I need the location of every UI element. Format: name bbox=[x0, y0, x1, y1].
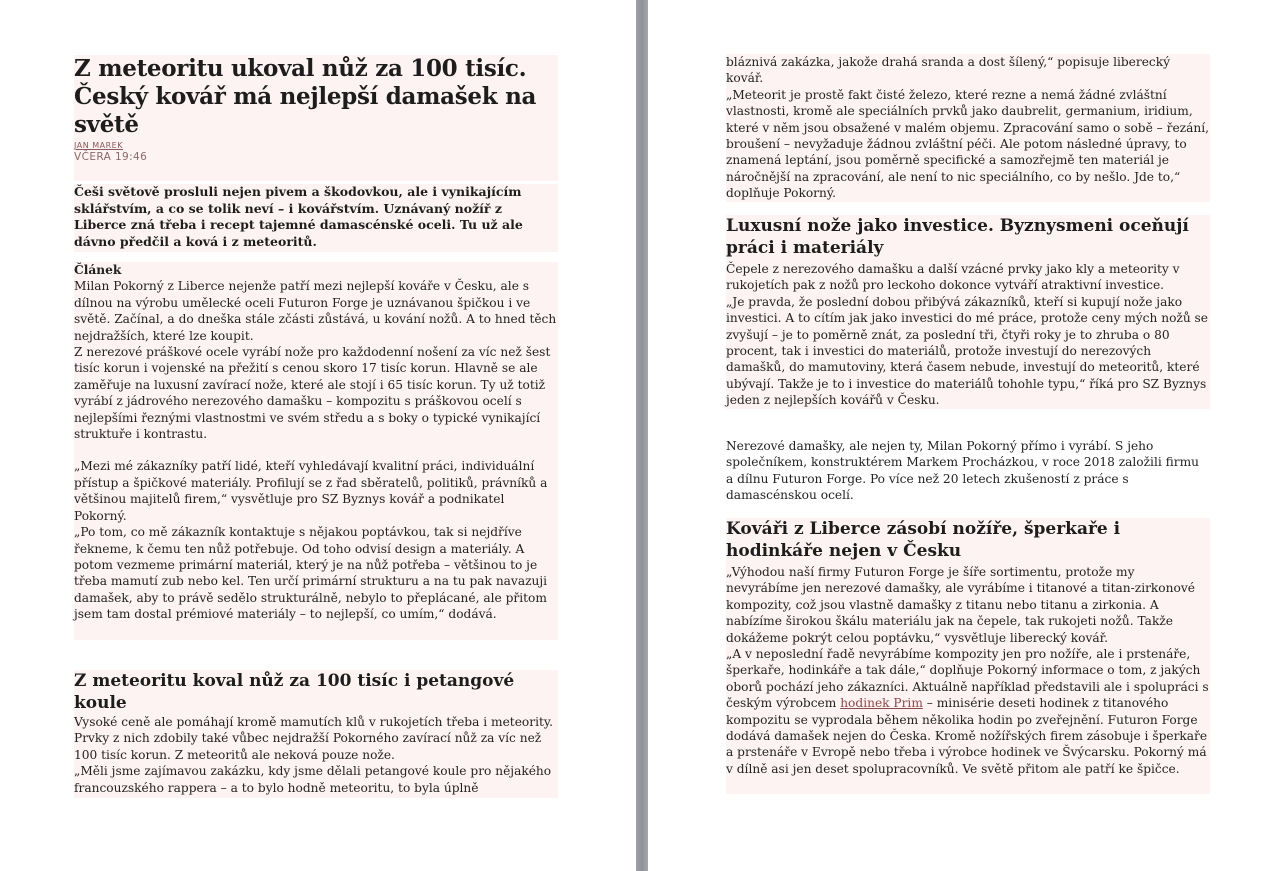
page-gutter bbox=[636, 0, 648, 871]
lead-paragraph: Češi světově prosluli nejen pivem a škodovkou, ale i vynikajícím sklářstvím, a co se tolik neví – i kovářstvím. Uznávaný nožíř z Liberce zná třeba i recept tajemné damascénské oceli. Tu už ale dávno předčil a ková i z meteoritů. bbox=[74, 184, 523, 249]
headline-block bbox=[74, 55, 558, 181]
section-body-block bbox=[74, 714, 558, 798]
continued-body-block bbox=[726, 54, 1210, 202]
page-left bbox=[0, 0, 636, 871]
section-heading-block bbox=[726, 518, 1210, 564]
paragraph-text: – minisérie deseti hodinek z titanového kompozitu se vyprodala během několika hodin po zveřejnění. Futuron Forge dodává damašek nejen do Česka. Kromě nožířských firem zásobuje i šperkaře a prstenáře v Evropě nebo třeba i výrobce hodinek ve Švýcarsku. Pokorný má v dílně asi jen deset spolupracovníků. Ve světě přitom ale patří ke špičce. bbox=[726, 696, 1208, 776]
prim-watches-link[interactable]: hodinek Prim bbox=[840, 696, 923, 711]
paragraph: „Meteorit je prostě fakt čisté železo, které rezne a nemá žádné zvláštní vlastnosti, kromě ale speciálních prvků jako daubrelit, germanium, iridium, které v něm jsou obsažené v malém objemu. Zpracování samo o sobě – řezání, broušení – nevyžaduje žádnou zvláštní péči. Ale potom následné úpravy, to znamená leptání, jsou poměrně specifické a samozřejmě ten materiál je náročnější na zpracování, ale není to nic speciálního, co by nešlo. Jde to,“ doplňuje Pokorný. bbox=[726, 87, 1209, 201]
paragraph: „Je pravda, že poslední dobou přibývá zákazníků, kteří si kupují nože jako investici. A to cítím jak jako investici do mé práce, protože ceny mých nožů se zvyšují – je to poměrně znát, za poslední tři, čtyři roky je to zhruba o 80 procent, tak i investici do materiálů, protože investují do nerezových damašků, do mamutoviny, která časem nebude, investují do meteoritů, které ubývají. Takže je to i investice do materiálů tohohle typu,“ říká pro SZ Byznys jeden z nejlepších kovářů v Česku. bbox=[726, 294, 1209, 408]
paragraph-text: „A v neposlední řadě nevyrábíme kompozity jen pro nožíře, ale i prstenáře, šperkaře, hodinkáře a tak dále,“ doplňuje Pokorný informace o tom, z jakých oborů pochází jeho zákazníci. Aktuálně například představili ale i spolupráci s českým výrobcem bbox=[726, 647, 1209, 711]
plain-paragraph-block bbox=[726, 438, 1210, 504]
page-right bbox=[648, 0, 1283, 871]
paragraph: Nerezové damašky, ale nejen ty, Milan Pokorný přímo i vyrábí. S jeho společníkem, konstruktérem Markem Procházkou, v roce 2018 založili firmu a dílnu Futuron Forge. Po více než 20 letech zkušeností z práce s damascénskou ocelí. bbox=[726, 439, 1199, 503]
author-link[interactable]: JAN MAREK bbox=[74, 141, 123, 150]
paragraph: bláznivá zakázka, jakože drahá sranda a dost šílený,“ popisuje liberecký kovář. bbox=[726, 55, 1171, 86]
paragraph: „Výhodou naší firmy Futuron Forge je šíře sortimentu, protože my nevyrábíme jen nerezové damašky, ale vyrábíme i titanové a titan-zirkonové kompozity, což jsou vlastně damašky z titanu nebo titanu a zirkonia. A nabízíme širokou škálu materiálu jak na čepele, tak rukojeti nožů. Takže dokážeme pokrýt celou poptávku,“ vysvětluje liberecký kovář. bbox=[726, 565, 1195, 645]
section-heading-block bbox=[74, 670, 558, 716]
section-label: Článek bbox=[74, 263, 122, 277]
paragraph bbox=[726, 646, 1210, 777]
paragraph: „Měli jsme zajímavou zakázku, kdy jsme dělali petangové koule pro nějakého francouzského rappera – a to bylo hodně meteoritu, to byla úplně bbox=[74, 764, 552, 795]
lead-block bbox=[74, 184, 558, 252]
section-body-block bbox=[726, 261, 1210, 409]
section-heading: Kováři z Liberce zásobí nožíře, šperkaře i hodinkáře nejen v Česku bbox=[726, 519, 1121, 561]
paragraph: Milan Pokorný z Liberce nejenže patří mezi nejlepší kováře v Česku, ale s dílnou na výrobu umělecké oceli Futuron Forge je uznávanou špičkou i ve světě. Začínal, a do dneška stále zčásti zůstává, u kování nožů. A to hned těch nejdražších, které lze koupit. bbox=[74, 279, 557, 343]
section-heading: Z meteoritu koval nůž za 100 tisíc i petangové koule bbox=[74, 671, 515, 713]
section-heading: Luxusní nože jako investice. Byznysmeni oceňují práci i materiály bbox=[726, 216, 1189, 258]
paragraph: Z nerezové práškové ocele vyrábí nože pro každodenní nošení za víc než šest tisíc korun i vojenské na přežití s cenou skoro 17 tisíc korun. Hlavně se ale zaměřuje na luxusní zavírací nože, které ale stojí i 65 tisíc korun. Ty už totiž vyrábí z jádrového nerezového damašku – kompozitu s práškovou ocelí s nejlepšími řeznými vlastnostmi ve svém středu a s boky o typické vynikající struktuře i kontrastu. bbox=[74, 345, 551, 442]
paragraph: Čepele z nerezového damašku a další vzácné prvky jako kly a meteority v rukojetích pak z nožů pro leckoho dokonce vytváří atraktivní investice. bbox=[726, 262, 1180, 293]
section-heading-block bbox=[726, 215, 1210, 261]
paragraph: Vysoké ceně ale pomáhají kromě mamutích klů v rukojetích třeba i meteority. Prvky z nich zdobily také vůbec nejdražší Pokorného zavírací nůž za víc než 100 tisíc korun. Z meteoritů ale neková pouze nože. bbox=[74, 715, 553, 762]
publish-date: VČERA 19:46 bbox=[74, 151, 148, 163]
section-body-block bbox=[726, 564, 1210, 794]
paragraph: „Mezi mé zákazníky patří lidé, kteří vyhledávají kvalitní práci, individuální přístup a špičkové materiály. Profilují se z řad sběratelů, politiků, právníků a většinou majitelů firem,“ vysvětluje pro SZ Byznys kovář a podnikatel Pokorný. bbox=[74, 459, 548, 523]
page-title: Z meteoritu ukoval nůž za 100 tisíc. Český kovář má nejlepší damašek na světě bbox=[74, 55, 537, 138]
paragraph: „Po tom, co mě zákazník kontaktuje s nějakou poptávkou, tak si nejdříve řekneme, k čemu ten nůž potřebuje. Od toho odvisí design a materiály. A potom vezmeme primární materiál, který je na nůž potřeba – většinou to je třeba mamutí zub nebo kel. Ten určí primární strukturu a na tu pak navazuji damašek, aby to právě sedělo strukturálně, nebylo to přeplácané, ale přitom jsem tam dostal prémiové materiály – to nejlepší, co umím,“ dodává. bbox=[74, 525, 548, 622]
article-body-block bbox=[74, 262, 558, 640]
